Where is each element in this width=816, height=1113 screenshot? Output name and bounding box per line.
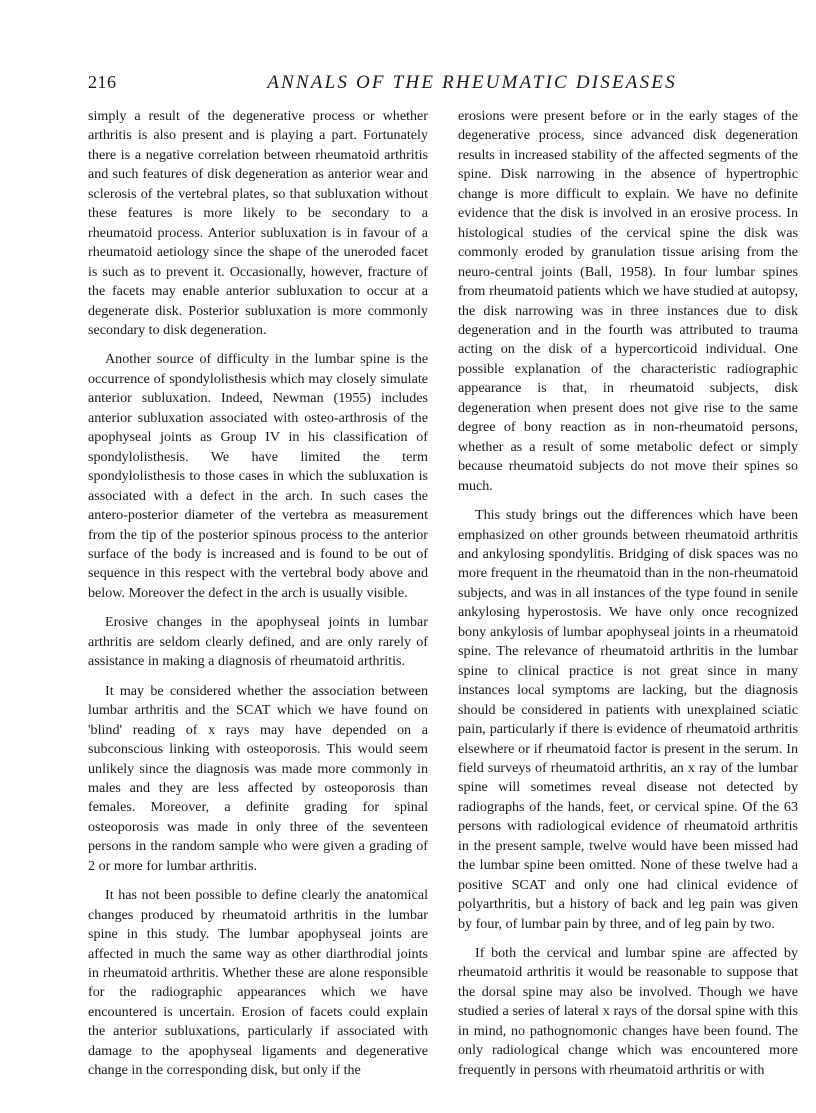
journal-title: ANNALS OF THE RHEUMATIC DISEASES [267,72,677,93]
paragraph: It may be considered whether the association between lumbar arthritis and the SCAT which we have found on 'blind' reading of x rays may have depended on a subconscious linking with osteoporosis. This would seem unlikely since the diagnosis was made more commonly in males and they are less affected by osteoporosis than females. Moreover, a definite grading for spinal osteoporosis was made in only three of the seventeen persons in the random sample who were given a grading of 2 or more for lumbar arthritis. [88,682,428,874]
page-number: 216 [88,72,117,92]
paragraph: erosions were present before or in the early stages of the degenerative process, since advanced disk degeneration results in increased stability of the affected segments of the spine. Disk narrowing in the absence of hypertrophic change is more difficult to explain. We have no definite evidence that the disk is involved in an erosive process. In histological studies of the cervical spine the disk was commonly eroded by granulation tissue arising from the neuro-central joints (Ball, 1958). In four lumbar spines from rheumatoid patients which we have studied at autopsy, the disk narrowing was in three instances due to disk degeneration and in the fourth was attributed to trauma acting on the disk of a hypercorticoid individual. One possible explanation of the characteristic radiographic appearance is that, in rheumatoid subjects, disk degeneration when present does not give rise to the same degree of bony reaction as in non-rheumatoid persons, whether as a result of some metabolic defect or simply because rheumatoid subjects do not move their spines so much. [458,108,798,494]
paragraph: This study brings out the differences which have been emphasized on other grounds between rheumatoid arthritis and ankylosing spondylitis. Bridging of disk spaces was no more frequent in the rheumatoid than in the non-rheumatoid subjects, and was in all instances of the type found in senile ankylosing hyperostosis. We have only once recognized bony ankylosis of lumbar apophyseal joints in a rheumatoid spine. The relevance of rheumatoid arthritis in the lumbar spine to clinical practice is not great since in many instances local symptoms are lacking, but the diagnosis should be considered in patients with unexplained sciatic pain, particularly if there is evidence of rheumatoid arthritis elsewhere or if rheumatoid factor is present in the serum. In field surveys of rheumatoid arthritis, an x ray of the lumbar spine will sometimes reveal disease not detected by radiographs of the hands, feet, or cervical spine. Of the 63 persons with radiological evidence of rheumatoid arthritis in the present sample, twelve would have been missed had the lumbar spine been omitted. None of these twelve had a positive SCAT and only one had clinical evidence of polyarthritis, but a history of back and leg pain was given by four, of lumbar pain by three, and of leg pain by two. [458,507,798,932]
running-header [88,72,796,100]
paragraph: If both the cervical and lumbar spine are affected by rheumatoid arthritis it would be reasonable to suppose that the dorsal spine may also be involved. Though we have studied a series of lateral x rays of the dorsal spine with this in mind, no pathognomonic changes have been found. The only radiological change which was encountered more frequently in persons with rheumatoid arthritis or with [458,945,798,1078]
paragraph: Erosive changes in the apophyseal joints in lumbar arthritis are seldom clearly defined, and are only rarely of assistance in making a diagnosis of rheumatoid arthritis. [88,614,428,670]
left-column [88,107,428,1081]
paragraph: Another source of difficulty in the lumbar spine is the occurrence of spondylolisthesis which may closely simulate anterior subluxation. Indeed, Newman (1955) includes anterior subluxation associated with osteo-arthrosis of the apophyseal joints as Group IV in his classification of spondylolisthesis. We have limited the term spondylolisthesis to those cases in which the subluxation is associated with a defect in the arch. In such cases the antero-posterior diameter of the vertebra as measurement from the tip of the posterior spinous process to the anterior surface of the body is increased and is found to be out of sequence in this respect with the vertebral body above and below. Moreover the defect in the arch is usually visible. [88,351,428,601]
right-column [458,107,798,1080]
paragraph: simply a result of the degenerative process or whether arthritis is also present and is playing a part. Fortunately there is a negative correlation between rheumatoid arthritis and such features of disk degeneration as anterior wear and sclerosis of the vertebral plates, so that subluxation without these features is more likely to be secondary to a rheumatoid process. Anterior subluxation is in favour of a rheumatoid aetiology since the shape of the uneroded facet is such as to prevent it. Occasionally, however, fracture of the facets may enable anterior subluxation to occur at a degenerate disk. Posterior subluxation is more commonly secondary to disk degeneration. [88,108,428,338]
paragraph: It has not been possible to define clearly the anatomical changes produced by rheumatoid arthritis in the lumbar spine in this study. The lumbar apophyseal joints are affected in much the same way as other diarthrodial joints in rheumatoid arthritis. Whether these are alone responsible for the radiographic appearances which we have encountered is uncertain. Erosion of facets could explain the anterior subluxations, particularly if associated with damage to the apophyseal ligaments and degenerative change in the corresponding disk, but only if the [88,887,428,1079]
